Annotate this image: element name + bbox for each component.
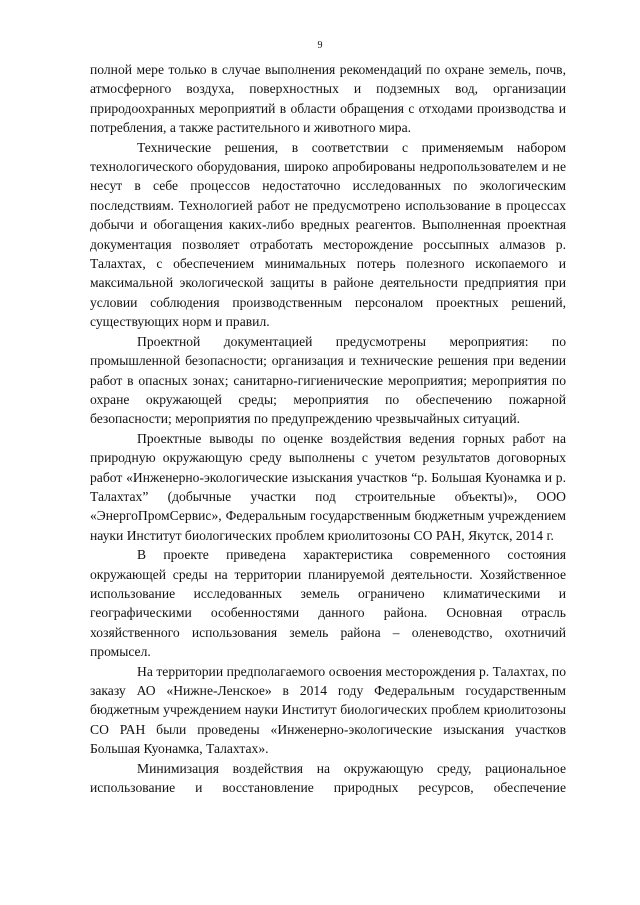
paragraph-technical-solutions: Технические решения, в соответствии с применяемым набором технологического оборудования, широко апробированы недропользователем и не несут в себе процессов недостаточно исследованных по экологическим последствиям. Технологией работ не предусмотрено использование в процессах добычи и обогащения каких-либо вредных реагентов. Выполненная проектная документация позволяет отработать месторождение россыпных алмазов р. Талахтах, с обеспечением минимальных потерь полезного ископаемого и максимальной экологической защиты в районе деятельности предприятия при условии соблюдения производственным персоналом проектных решений, существующих норм и правил.: [90, 139, 566, 330]
paragraph-environment-state: В проекте приведена характеристика современного состояния окружающей среды на территории планируемой деятельности. Хозяйственное использование исследованных земель ограничено климатическими и географическими особенностями данного района. Основная отрасль хозяйственного использования земель района – оленеводство, охотничий промысел.: [90, 547, 566, 660]
paragraph-surveys: На территории предполагаемого освоения месторождения р. Талахтах, по заказу АО «Нижне-Ленское» в 2014 году Федеральным государственным бюджетным учреждением науки Институт биологических проблем криолитозоны СО РАН были проведены «Инженерно-экологические изыскания участков Большая Куонамка, Талахтах».: [90, 663, 566, 757]
paragraph-impact-conclusions: Проектные выводы по оценке воздействия ведения горных работ на природную окружающую среду выполнены с учетом результатов договорных работ «Инженерно-экологические изыскания участков “р. Большая Куонамка и р. Талахтах” (добычные участки под строительные объекты)», ООО «ЭнергоПромСервис», Федеральным государственным бюджетным учреждением науки Институт биологических проблем криолитозоны СО РАН, Якутск, 2014 г.: [90, 430, 566, 543]
paragraph-minimization: Минимизация воздействия на окружающую среду, рациональное использование и восстановление природных ресурсов, обеспечение: [90, 760, 566, 796]
document-body: [90, 60, 566, 797]
paragraph-continuation: полной мере только в случае выполнения рекомендаций по охране земель, почв, атмосферного воздуха, поверхностных и подземных вод, организации природоохранных мероприятий в области обращения с отходами производства и потребления, а также растительного и животного мира.: [90, 62, 566, 136]
paragraph-project-measures: Проектной документацией предусмотрены мероприятия: по промышленной безопасности; организация и технические решения при ведении работ в опасных зонах; санитарно-гигиенические мероприятия; мероприятия по охране окружающей среды; мероприятия по обеспечению пожарной безопасности; мероприятия по предупреждению чрезвычайных ситуаций.: [90, 333, 566, 427]
page-number: 9: [317, 40, 323, 51]
